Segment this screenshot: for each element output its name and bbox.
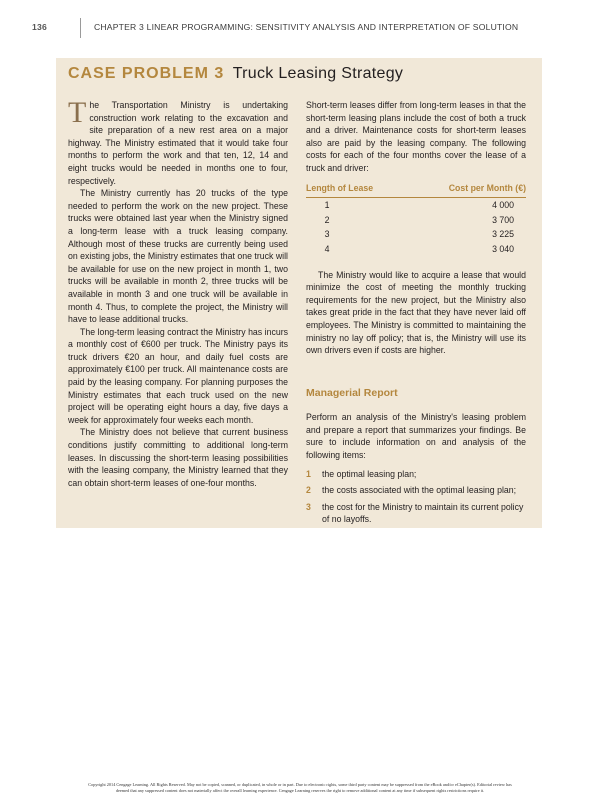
paragraph-no-layoff: The Ministry would like to acquire a lease that would minimize the cost of meeting the monthly trucking requirements for the new project, but the Ministry also takes great pride in the fact that they have never laid off employees. The Ministry is committed to maintaining the ministry no lay off policy; that is, the Ministry will use its own drivers even if costs are higher. xyxy=(306,269,526,356)
case-heading xyxy=(68,65,403,83)
chapter-title: CHAPTER 3 LINEAR PROGRAMMING: SENSITIVITY ANALYSIS AND INTERPRETATION OF SOLUTION xyxy=(94,22,519,32)
lease-cost-cell: 3 040 xyxy=(492,243,514,254)
copyright-line-1: Copyright 2014 Cengage Learning. All Rights Reserved. May not be copied, scanned, or duplicated, in whole or in part. Due to electronic rights, some third party content may be suppressed from the eBook and/or eChapter(s). Editorial review has xyxy=(88,782,512,787)
table-header-row xyxy=(306,182,526,198)
list-item xyxy=(306,501,526,526)
item-text: the optimal leasing plan; xyxy=(322,468,417,479)
paragraph-costs: The long-term leasing contract the Ministry has incurs a monthly cost of €600 per truck. The Ministry pays its truck drivers €20 an hour, and daily fuel costs are approximately €100 per truck. All maintenance costs are paid by the leasing company. For planning purposes the Ministry estimates that each truck used on the new project will be operating eight hours a day, five days a week for approximately four weeks each month. xyxy=(68,326,288,425)
report-items-list xyxy=(306,468,526,526)
case-label: CASE PROBLEM 3 xyxy=(68,65,225,82)
header-divider xyxy=(80,18,81,38)
copyright-footer xyxy=(40,782,560,793)
intro-paragraph xyxy=(68,96,288,187)
column-header-length: Length of Lease xyxy=(306,182,408,198)
intro-paragraph-text: he Transportation Ministry is undertaking construction work relating to the excavation and site preparation of a new rest area on a major highway. The Ministry estimated that it would take four months to perform the work and that ten, 12, 14 and eight trucks would be needed in months one to four, respectively. xyxy=(68,100,288,186)
managerial-report-heading: Managerial Report xyxy=(306,386,398,399)
paragraph-lease-differences: Short-term leases differ from long-term leases in that the short-term leasing plans include the cost of both a truck and a driver. Maintenance costs for short-term leases also are paid by the leasing company. The following costs for each of the four months cover the lease of a truck and driver: xyxy=(306,100,526,173)
copyright-line-2: deemed that any suppressed content does not materially affect the overall learning experience. Cengage Learning reserves the right to remove additional content at any time if subsequent rights restrictions require it. xyxy=(115,787,485,793)
list-item xyxy=(306,468,526,481)
report-intro: Perform an analysis of the Ministry's leasing problem and prepare a report that summarizes your findings. Be sure to include information on and analysis of the following items: xyxy=(306,412,526,461)
table-row xyxy=(306,213,526,228)
item-number: 2 xyxy=(306,485,311,496)
page-number: 136 xyxy=(32,22,47,32)
table-row xyxy=(306,198,526,213)
lease-length-cell: 3 xyxy=(324,229,330,240)
item-text: the cost for the Ministry to maintain its current policy of no layoffs. xyxy=(322,501,524,525)
list-item xyxy=(306,484,526,497)
table-row xyxy=(306,242,526,257)
drop-cap: T xyxy=(68,96,87,129)
item-number: 1 xyxy=(306,468,311,479)
lease-cost-cell: 3 225 xyxy=(492,229,514,240)
left-column xyxy=(68,96,288,489)
right-column xyxy=(306,99,526,530)
item-text: the costs associated with the optimal leasing plan; xyxy=(322,485,517,496)
paragraph-trucks: The Ministry currently has 20 trucks of the type needed to perform the work on the new project. These trucks were obtained last year when the Ministry signed a long-term lease with a truck leasing company. Although most of these trucks are currently being used on existing jobs, the Ministry estimates that one truck will be available for use on the new project in month 1, two trucks will be available in month 2, three trucks will be available in month 3 and one truck will be available in month 4. Thus, to complete the project, the Ministry will have to lease additional trucks. xyxy=(68,188,288,325)
table-row xyxy=(306,227,526,242)
lease-length-cell: 1 xyxy=(324,200,330,211)
lease-length-cell: 4 xyxy=(324,243,330,254)
item-number: 3 xyxy=(306,501,311,512)
running-header xyxy=(32,22,572,36)
lease-length-cell: 2 xyxy=(324,214,330,225)
lease-cost-cell: 3 700 xyxy=(492,214,514,225)
column-header-cost: Cost per Month (€) xyxy=(408,182,526,198)
paragraph-short-term: The Ministry does not believe that current business conditions justify committing to additional long-term leases. In discussing the short-term leasing possibilities with the leasing company, the Ministry learned that they can obtain short-term leases of one-four months. xyxy=(68,427,288,488)
lease-cost-table xyxy=(306,182,526,257)
lease-cost-cell: 4 000 xyxy=(492,200,514,211)
spacer xyxy=(306,257,526,269)
case-title: Truck Leasing Strategy xyxy=(232,65,404,82)
